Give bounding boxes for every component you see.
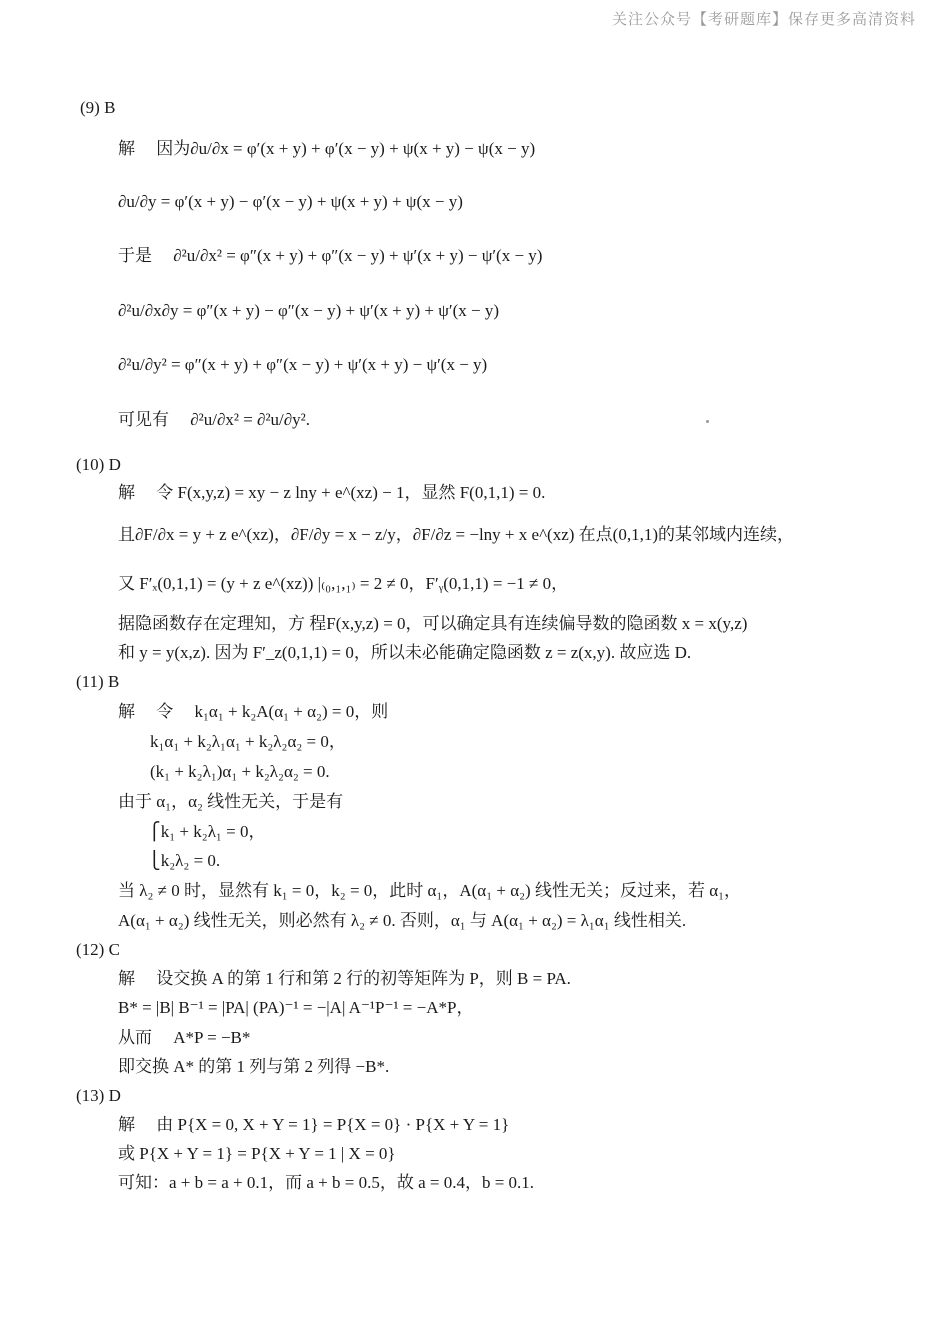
- q9-title: (9) B: [80, 98, 116, 117]
- q11-line-6: ⎩k₂λ₂ = 0.: [148, 851, 221, 870]
- q12-line-3: 从而 A*P = −B*: [118, 1028, 251, 1047]
- watermark-header: 关注公众号【考研题库】保存更多高清资料: [611, 10, 916, 28]
- q11-line-7: 当 λ₂ ≠ 0 时，显然有 k₁ = 0，k₂ = 0，此时 α₁，A(α₁ + α₂) 线性无关；反过来，若 α₁，: [118, 881, 742, 900]
- q10-line-5: 和 y = y(x,z). 因为 F′_z(0,1,1) = 0，所以未必能确定隐函数 z = z(x,y). 故应选 D.: [118, 643, 692, 662]
- q9-line-5: ∂²u/∂y² = φ″(x + y) + φ″(x − y) + ψ′(x + y) − ψ′(x − y): [118, 355, 488, 374]
- q9-line-4: ∂²u/∂x∂y = φ″(x + y) − φ″(x − y) + ψ′(x + y) + ψ′(x − y): [118, 301, 500, 320]
- q10-line-2: 且∂F/∂x = y + z e^(xz)，∂F/∂y = x − z/y，∂F/∂z = −lny + x e^(xz) 在点(0,1,1)的某邻域内连续，: [118, 525, 794, 544]
- q12-title: (12) C: [76, 940, 120, 959]
- q13-title: (13) D: [76, 1086, 121, 1105]
- q13-line-1: 解 由 P{X = 0, X + Y = 1} = P{X = 0} · P{X + Y = 1}: [118, 1115, 510, 1134]
- q10-line-4: 据隐函数存在定理知，方 程F(x,y,z) = 0，可以确定具有连续偏导数的隐函数 x = x(y,z): [118, 614, 748, 633]
- q11-line-4: 由于 α₁，α₂ 线性无关，于是有: [118, 792, 344, 811]
- q11-line-2: k₁α₁ + k₂λ₁α₁ + k₂λ₂α₂ = 0，: [150, 732, 346, 751]
- q9-line-3: 于是 ∂²u/∂x² = φ″(x + y) + φ″(x − y) + ψ′(x + y) − ψ′(x − y): [118, 246, 543, 265]
- q13-line-2: 或 P{X + Y = 1} = P{X + Y = 1 | X = 0}: [118, 1144, 396, 1163]
- q11-line-8: A(α₁ + α₂) 线性无关，则必然有 λ₂ ≠ 0. 否则，α₁ 与 A(α₁ + α₂) = λ₁α₁ 线性相关.: [118, 911, 687, 930]
- q9-line-1: 解 因为∂u/∂x = φ′(x + y) + φ′(x − y) + ψ(x + y) − ψ(x − y): [118, 139, 536, 158]
- q10-title: (10) D: [76, 455, 121, 474]
- q13-line-3: 可知：a + b = a + 0.1，而 a + b = 0.5，故 a = 0.4，b = 0.1.: [118, 1173, 535, 1192]
- q10-line-1: 解 令 F(x,y,z) = xy − z lny + e^(xz) − 1，显然 F(0,1,1) = 0.: [118, 483, 546, 502]
- q9-line-6: 可见有 ∂²u/∂x² = ∂²u/∂y².: [118, 410, 311, 429]
- q11-line-1: 解 令 k₁α₁ + k₂A(α₁ + α₂) = 0，则: [118, 702, 389, 721]
- stray-mark: [706, 420, 709, 423]
- q12-line-2: B* = |B| B⁻¹ = |PA| (PA)⁻¹ = −|A| A⁻¹P⁻¹ = −A*P，: [118, 998, 474, 1017]
- q11-line-5: ⎧k₁ + k₂λ₁ = 0，: [148, 822, 266, 841]
- q9-line-2: ∂u/∂y = φ′(x + y) − φ′(x − y) + ψ(x + y) + ψ(x − y): [118, 192, 463, 211]
- q12-line-4: 即交换 A* 的第 1 列与第 2 列得 −B*.: [118, 1057, 390, 1076]
- q11-title: (11) B: [76, 672, 120, 691]
- q12-line-1: 解 设交换 A 的第 1 行和第 2 行的初等矩阵为 P，则 B = PA.: [118, 969, 571, 988]
- q10-line-3: 又 F′ₓ(0,1,1) = (y + z e^(xz)) |₍₀,₁,₁₎ = 2 ≠ 0，F′ᵧ(0,1,1) = −1 ≠ 0，: [118, 574, 569, 593]
- q11-line-3: (k₁ + k₂λ₁)α₁ + k₂λ₂α₂ = 0.: [150, 762, 330, 781]
